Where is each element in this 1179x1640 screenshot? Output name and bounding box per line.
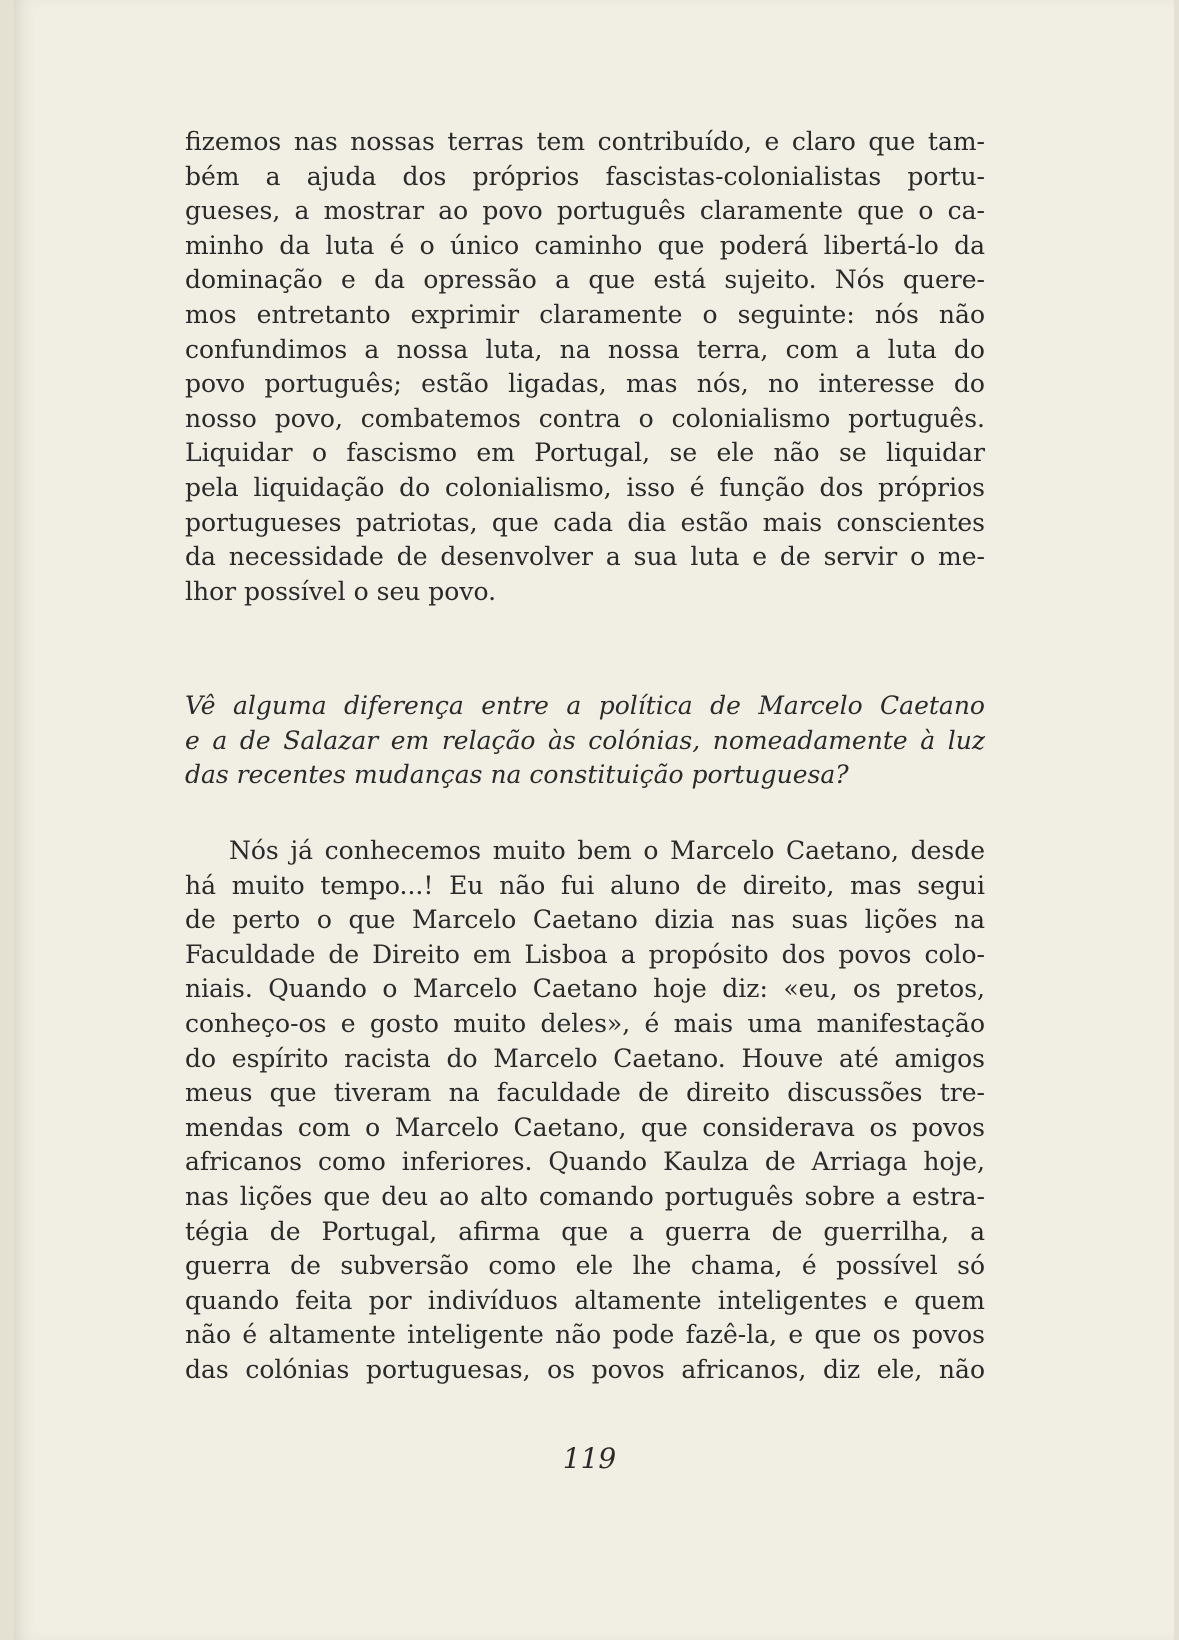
text-line: há muito tempo...! Eu não fui aluno de direito, mas segui <box>185 870 985 900</box>
text-line: povo português; estão ligadas, mas nós, no interesse do <box>185 369 985 399</box>
text-line: gueses, a mostrar ao povo português claramente que o ca- <box>185 196 985 226</box>
question-line: e a de Salazar em relação às colónias, nomeadamente à luz <box>185 725 985 755</box>
text-line: conheço-os e gosto muito deles», é mais uma manifestação <box>185 1008 985 1038</box>
text-line: lhor possível o seu povo. <box>185 576 497 606</box>
text-line: nosso povo, combatemos contra o colonialismo português. <box>185 403 985 433</box>
body-paragraph-1 <box>185 125 985 609</box>
text-line: fizemos nas nossas terras tem contribuído, e claro que tam- <box>185 127 985 156</box>
text-line: das colónias portuguesas, os povos africanos, diz ele, não <box>185 1354 985 1384</box>
text-line: niais. Quando o Marcelo Caetano hoje diz: «eu, os pretos, <box>185 974 985 1004</box>
text-line: mendas com o Marcelo Caetano, que considerava os povos <box>185 1112 985 1142</box>
text-line: quando feita por indivíduos altamente inteligentes e quem <box>185 1285 985 1315</box>
text-line: mos entretanto exprimir claramente o seguinte: nós não <box>185 299 985 329</box>
text-line: guerra de subversão como ele lhe chama, é possível só <box>185 1251 985 1281</box>
text-line: pela liquidação do colonialismo, isso é função dos próprios <box>185 472 985 502</box>
interview-question <box>185 689 985 793</box>
text-line: portugueses patriotas, que cada dia estão mais conscientes <box>185 507 985 537</box>
text-line: tégia de Portugal, afirma que a guerra de guerrilha, a <box>185 1216 985 1246</box>
text-line: confundimos a nossa luta, na nossa terra, com a luta do <box>185 334 985 364</box>
text-line: bém a ajuda dos próprios fascistas-colonialistas portu- <box>185 161 985 191</box>
text-line: Nós já conhecemos muito bem o Marcelo Caetano, desde <box>229 836 985 865</box>
text-line: Liquidar o fascismo em Portugal, se ele não se liquidar <box>185 438 985 468</box>
text-line: de perto o que Marcelo Caetano dizia nas suas lições na <box>185 905 985 935</box>
body-paragraph-2 <box>185 834 985 1388</box>
text-line: da necessidade de desenvolver a sua luta e de servir o me- <box>185 542 985 572</box>
text-line: meus que tiveram na faculdade de direito discussões tre- <box>185 1078 985 1108</box>
text-line: do espírito racista do Marcelo Caetano. Houve até amigos <box>185 1043 985 1073</box>
question-line: das recentes mudanças na constituição portuguesa? <box>185 760 849 790</box>
text-line: nas lições que deu ao alto comando português sobre a estra- <box>185 1181 985 1211</box>
text-line: não é altamente inteligente não pode fazê-la, e que os povos <box>185 1320 985 1350</box>
text-line: dominação e da opressão a que está sujeito. Nós quere- <box>185 265 985 295</box>
text-line: minho da luta é o único caminho que poderá libertá-lo da <box>185 230 985 260</box>
page-number: 119 <box>562 1442 617 1475</box>
text-line: Faculdade de Direito em Lisboa a propósito dos povos colo- <box>185 939 985 969</box>
text-line: africanos como inferiores. Quando Kaulza de Arriaga hoje, <box>185 1147 985 1177</box>
question-line: Vê alguma diferença entre a política de Marcelo Caetano <box>185 691 985 720</box>
